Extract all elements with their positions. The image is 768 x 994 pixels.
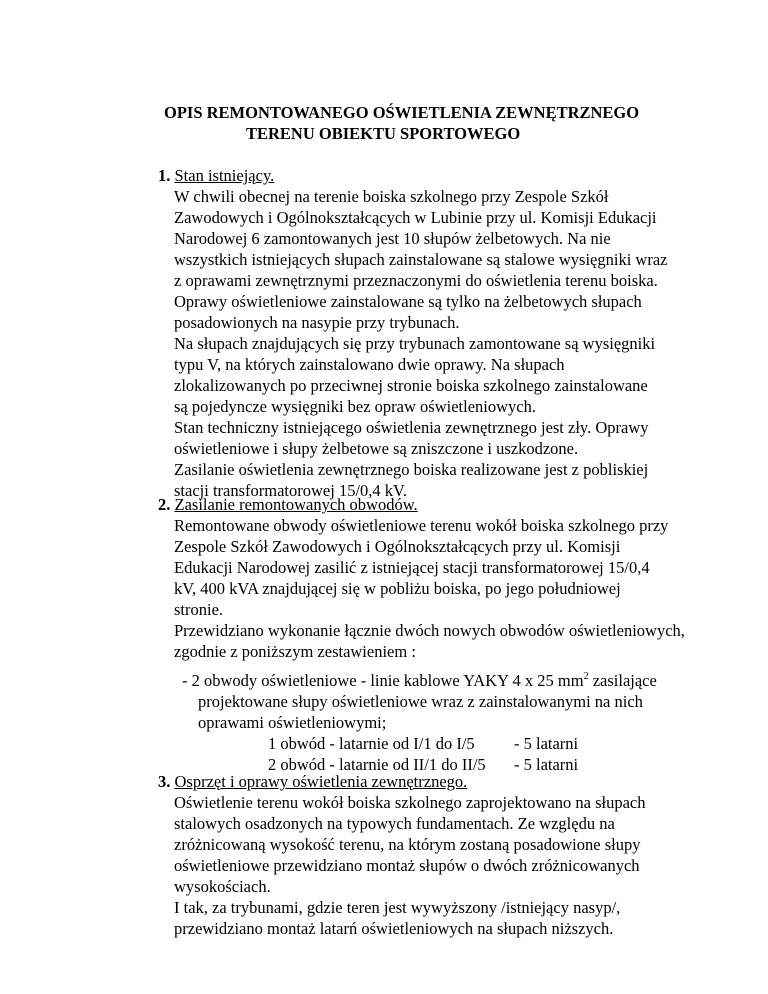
text-line: stalowych osadzonych na typowych fundamentach. Ze względu na [174,814,615,833]
text-line: Oświetlenie terenu wokół boiska szkolnego zaprojektowano na słupach [174,793,646,812]
circuit-name: 2 obwód - latarnie od II/1 do II/5 [268,755,486,774]
section-1-heading [158,165,758,186]
bullet-text: zasilające [588,671,657,690]
text-line: Zasilanie oświetlenia zewnętrznego boiska realizowane jest z pobliskiej [174,460,649,479]
section-2-heading [158,494,758,515]
text-line: Remontowane obwody oświetleniowe terenu wokół boiska szkolnego przy [174,516,669,535]
section-1-title: Stan istniejący. [174,166,275,185]
text-line: Stan techniczny istniejącego oświetlenia zewnętrznego jest zły. Oprawy [174,418,649,437]
section-3-heading [158,771,758,792]
text-line: Zespole Szkół Zawodowych i Ogólnokształcących przy ul. Komisji [174,537,621,556]
section-2-body [174,515,758,662]
circuit-count: - 5 latarni [514,755,579,774]
section-3-title: Osprzęt i oprawy oświetlenia zewnętrznego. [174,772,468,791]
text-line: Przewidziano wykonanie łącznie dwóch nowych obwodów oświetleniowych, [174,621,685,640]
section-3 [158,771,758,939]
circuit-count: - 5 latarni [514,734,579,753]
bullet-item [182,670,758,733]
text-line: wysokościach. [174,877,271,896]
text-line: stacji transformatorowej 15/0,4 kV. [174,481,407,500]
bullet-line-2: projektowane słupy oświetleniowe wraz z zainstalowanymi na nich [198,692,643,711]
section-3-body [174,792,758,939]
section-2-number: 2. [158,495,171,514]
bullet-line-3: oprawami oświetleniowymi; [198,713,387,732]
section-1-body [174,186,758,501]
text-line: Zawodowych i Ogólnokształcących w Lubinie przy ul. Komisji Edukacji [174,208,657,227]
circuit-row [268,733,758,754]
section-2 [158,494,758,775]
text-line: I tak, za trybunami, gdzie teren jest wywyższony /istniejący nasyp/, [174,898,621,917]
section-1-number: 1. [158,166,171,185]
bullet-text: - 2 obwody oświetleniowe - linie kablowe YAKY 4 x 25 mm [182,671,584,690]
text-line: stronie. [174,600,224,619]
bullet-line-1 [182,670,758,691]
section-3-number: 3. [158,772,171,791]
text-line: W chwili obecnej na terenie boiska szkolnego przy Zespole Szkół [174,187,609,206]
text-line: Narodowej 6 zamontowanych jest 10 słupów żelbetowych. Na nie [174,229,611,248]
text-line: zróżnicowaną wysokość terenu, na którym zostaną posadowione słupy [174,835,641,854]
text-line: zlokalizowanych po przeciwnej stronie boiska szkolnego zainstalowane [174,376,648,395]
text-line: oświetleniowe i słupy żelbetowe są zniszczone i uszkodzone. [174,439,579,458]
text-line: posadowionych na nasypie przy trybunach. [174,313,460,332]
title-line-2: TERENU OBIEKTU SPORTOWEGO [246,124,521,143]
section-1 [158,165,758,501]
text-line: z oprawami zewnętrznymi przeznaczonymi do oświetlenia terenu boiska. [174,271,658,290]
text-line: wszystkich istniejących słupach zainstalowane są stalowe wysięgniki wraz [174,250,668,269]
text-line: zgodnie z poniższym zestawieniem : [174,642,416,661]
text-line: są pojedyncze wysięgniki bez opraw oświetleniowych. [174,397,536,416]
title-line-1: OPIS REMONTOWANEGO OŚWIETLENIA ZEWNĘTRZNEGO [164,103,640,122]
text-line: Oprawy oświetleniowe zainstalowane są tylko na żelbetowych słupach [174,292,642,311]
text-line: kV, 400 kVA znajdującej się w pobliżu boiska, po jego południowej [174,579,621,598]
text-line: oświetleniowe przewidziano montaż słupów o dwóch zróżnicowanych [174,856,640,875]
superscript: 2 [583,670,589,682]
circuit-name: 1 obwód - latarnie od I/1 do I/5 [268,734,475,753]
text-line: przewidziano montaż latarń oświetleniowych na słupach niższych. [174,919,614,938]
section-2-title: Zasilanie remontowanych obwodów. [174,495,418,514]
text-line: typu V, na których zainstalowano dwie oprawy. Na słupach [174,355,565,374]
text-line: Edukacji Narodowej zasilić z istniejącej stacji transformatorowej 15/0,4 [174,558,650,577]
circuit-list [268,733,758,775]
text-line: Na słupach znajdujących się przy trybunach zamontowane są wysięgniki [174,334,656,353]
